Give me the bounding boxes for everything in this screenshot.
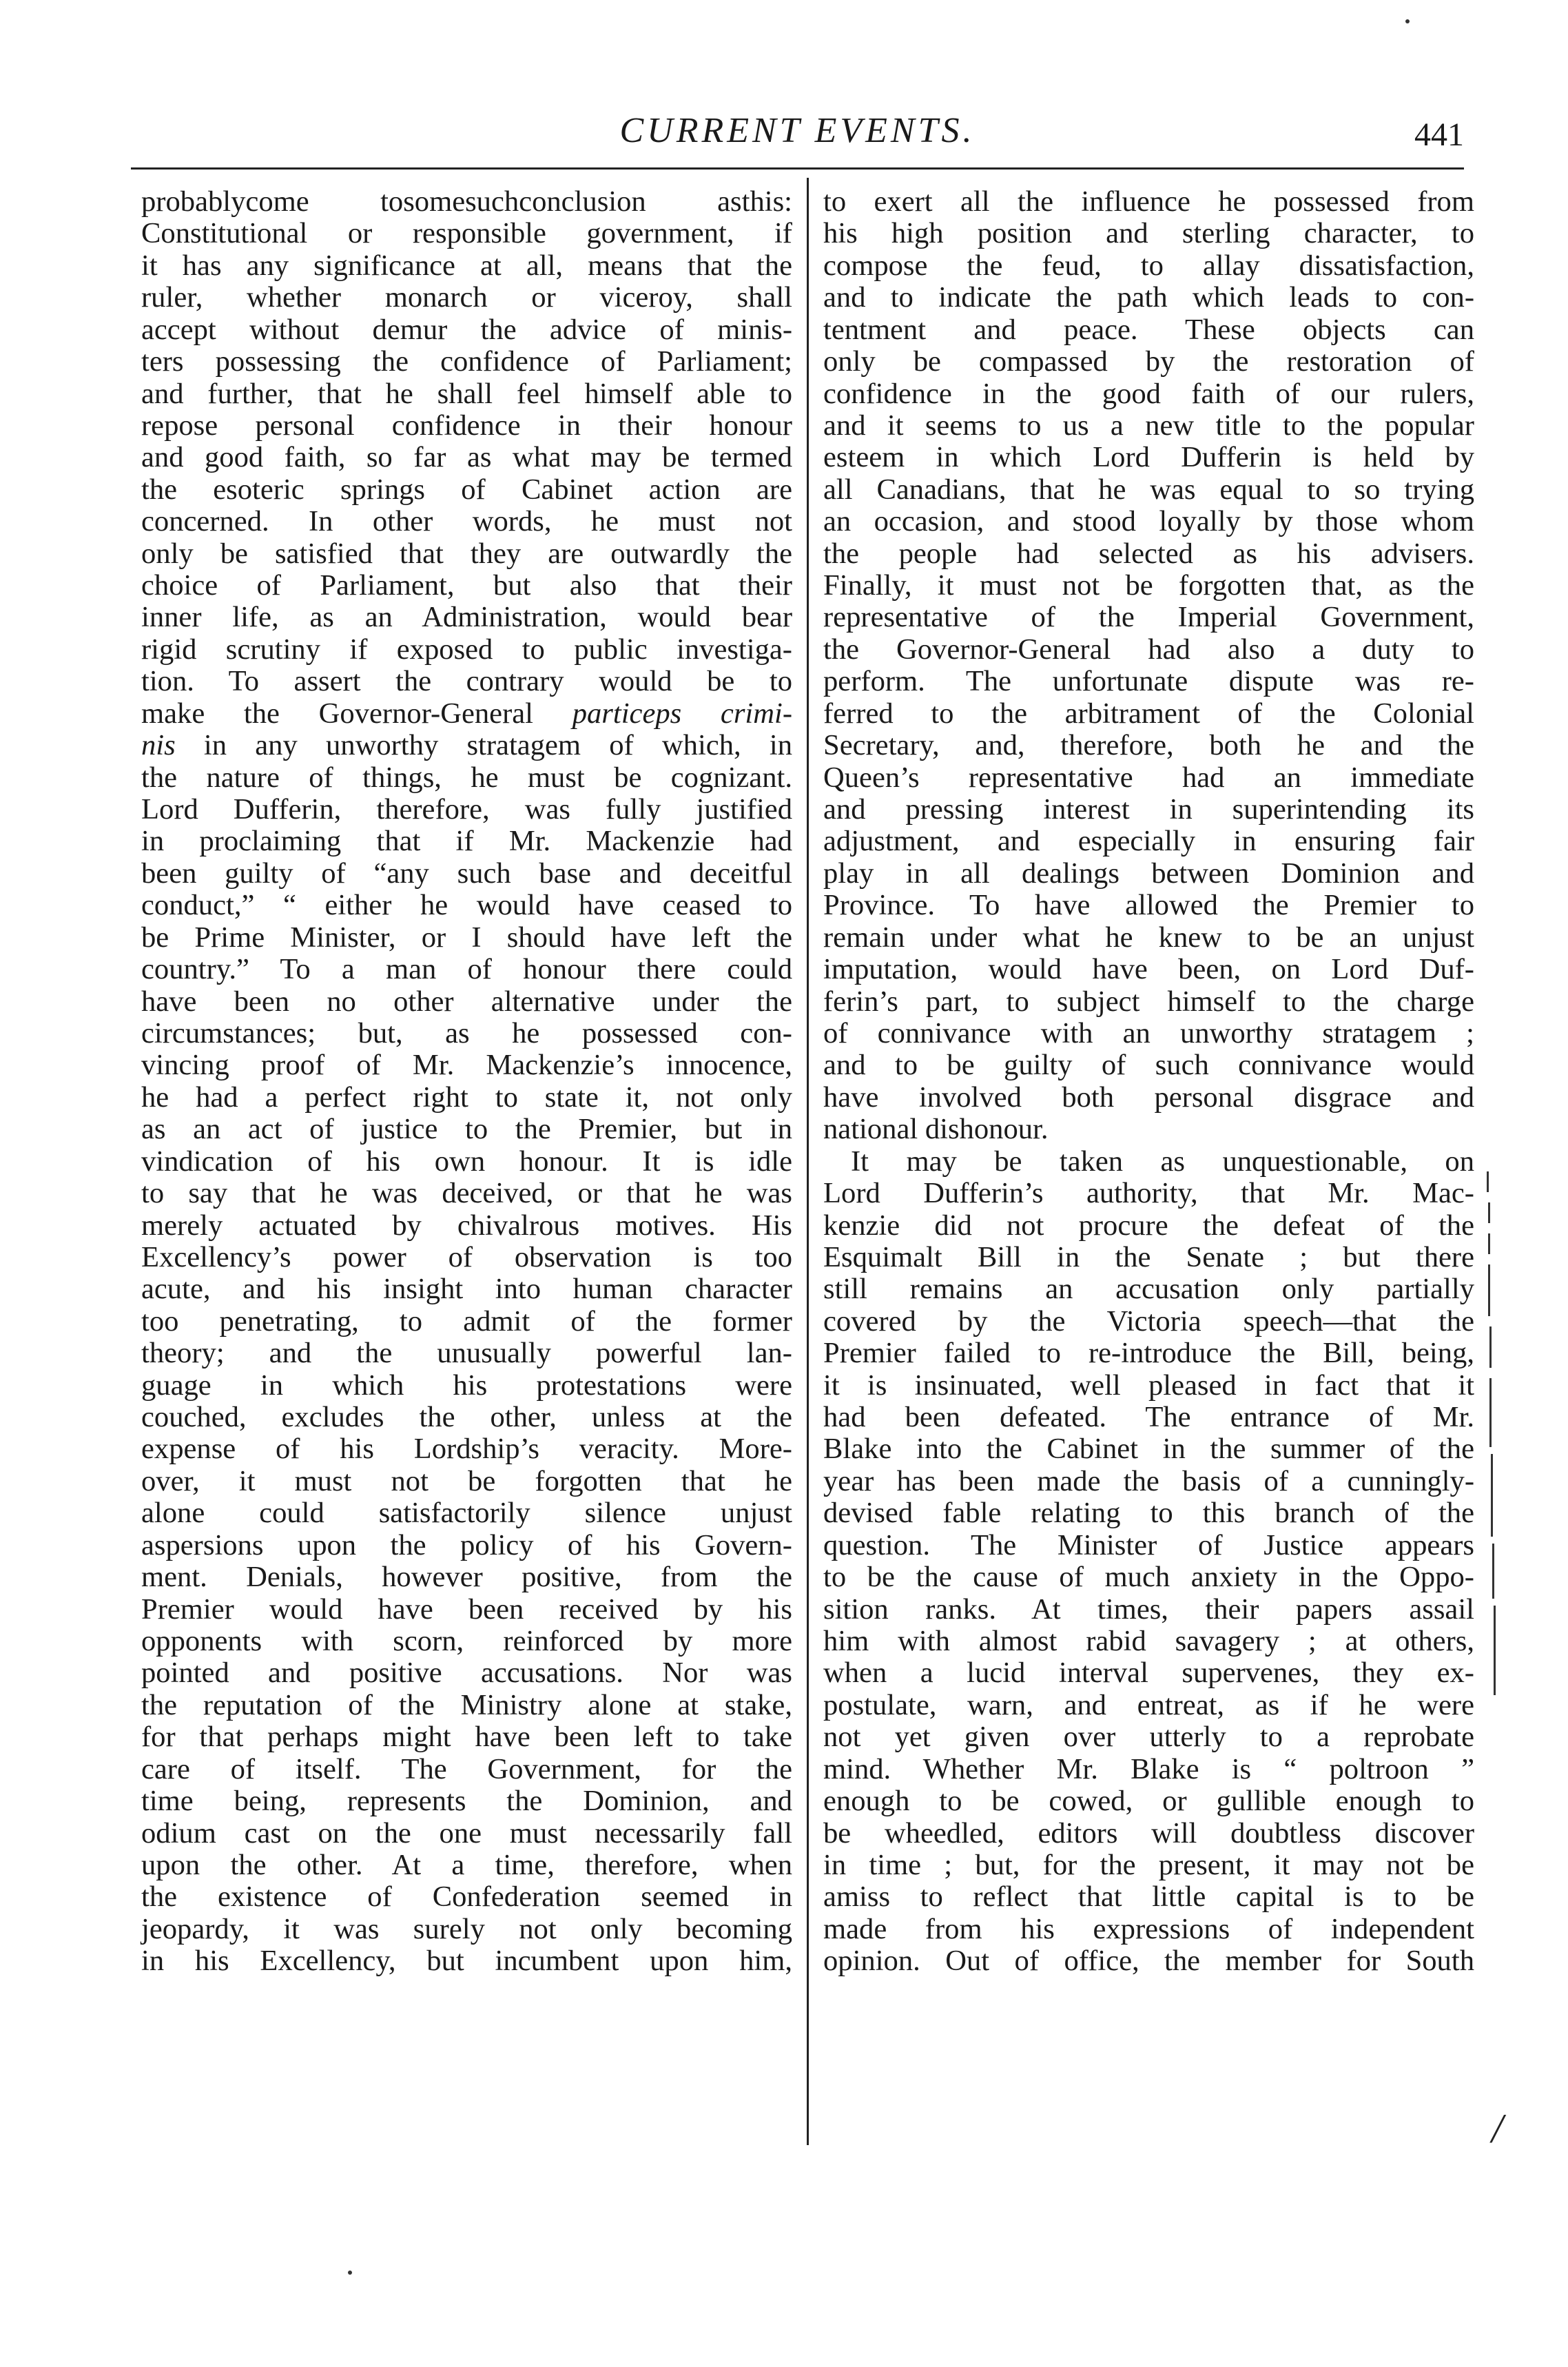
text-line: enough to be cowed, or gullible enough to: [823, 1785, 1474, 1818]
text-line: inner life, as an Administration, would bear: [141, 601, 792, 634]
text-line: to say that he was deceived, or that he was: [141, 1177, 792, 1210]
page-header: [131, 103, 1464, 165]
text-line: tion. To assert the contrary would be to: [141, 665, 792, 698]
text-line: make the Governor-General particeps crimi-: [141, 697, 793, 730]
text-line: sition ranks. At times, their papers assail: [823, 1592, 1474, 1626]
text-line: year has been made the basis of a cunningly-: [823, 1464, 1474, 1497]
text-line: couched, excludes the other, unless at the: [141, 1401, 792, 1434]
text-line: Lord Dufferin’s authority, that Mr. Mac-: [823, 1177, 1474, 1210]
text-line: probablycome tosomesuchconclusion asthis:: [141, 185, 792, 218]
text-line: aspersions upon the policy of his Govern-: [141, 1528, 792, 1561]
text-line: upon the other. At a time, therefore, when: [141, 1848, 792, 1881]
text-line: postulate, warn, and entreat, as if he were: [823, 1688, 1474, 1721]
text-line: and good faith, so far as what may be termed: [141, 441, 792, 474]
text-line: vincing proof of Mr. Mackenzie’s innocence,: [141, 1049, 792, 1082]
text-line: in proclaiming that if Mr. Mackenzie had: [141, 825, 792, 858]
text-line: ferred to the arbitrament of the Colonial: [823, 697, 1474, 730]
text-line: it has any significance at all, means that the: [141, 249, 792, 282]
column-divider: [807, 178, 809, 2145]
text-line: Premier failed to re-introduce the Bill, being,: [823, 1337, 1474, 1370]
text-line: only be satisfied that they are outwardly the: [141, 537, 792, 570]
text-line: his high position and sterling character, to: [823, 217, 1474, 250]
text-line: alone could satisfactorily silence unjust: [141, 1497, 792, 1530]
text-line: the reputation of the Ministry alone at stake,: [141, 1688, 792, 1721]
text-line: and to be guilty of such connivance would: [823, 1049, 1474, 1082]
text-line: nis in any unworthy stratagem of which, in: [141, 729, 792, 762]
text-line: theory; and the unusually powerful lan-: [141, 1337, 792, 1370]
text-line: odium cast on the one must necessarily fall: [141, 1816, 792, 1849]
text-line: opinion. Out of office, the member for South: [823, 1945, 1474, 1978]
ink-speck: [348, 2271, 352, 2275]
text-line: pointed and positive accusations. Nor was: [141, 1657, 792, 1690]
text-line: the Governor-General had also a duty to: [823, 633, 1474, 666]
text-line: it is insinuated, well pleased in fact that it: [823, 1369, 1474, 1402]
text-line: national dishonour.: [823, 1113, 1049, 1146]
text-line: Esquimalt Bill in the Senate ; but there: [823, 1240, 1474, 1273]
text-line: merely actuated by chivalrous motives. His: [141, 1209, 792, 1242]
text-line: when a lucid interval supervenes, they ex-: [823, 1657, 1474, 1690]
text-line: the existence of Confederation seemed in: [141, 1881, 792, 1914]
text-line: only be compassed by the restoration of: [823, 345, 1474, 378]
margin-mark: [1487, 1171, 1489, 1192]
text-line: as an act of justice to the Premier, but in: [141, 1113, 792, 1146]
ink-speck: [1405, 19, 1410, 23]
left-column: [141, 186, 792, 1978]
text-line: amiss to reflect that little capital is to be: [823, 1881, 1474, 1914]
text-line: and further, that he shall feel himself able to: [141, 377, 792, 410]
text-line: acute, and his insight into human character: [141, 1273, 792, 1306]
margin-slash-mark: /: [1492, 2106, 1503, 2151]
text-line: not yet given over utterly to a reprobate: [823, 1721, 1474, 1754]
text-line: Excellency’s power of observation is too: [141, 1240, 792, 1273]
text-line: esteem in which Lord Dufferin is held by: [823, 441, 1474, 474]
text-line: care of itself. The Government, for the: [141, 1752, 792, 1785]
text-line: devised fable relating to this branch of the: [823, 1497, 1474, 1530]
text-line: and pressing interest in superintending its: [823, 793, 1474, 826]
text-line: Blake into the Cabinet in the summer of the: [823, 1433, 1474, 1466]
latin-phrase: nis: [141, 729, 176, 762]
margin-mark: [1492, 1544, 1494, 1599]
margin-mark: [1488, 1264, 1490, 1316]
text-line: and it seems to us a new title to the popular: [823, 409, 1474, 442]
text-line: made from his expressions of independent: [823, 1912, 1474, 1945]
text-line: mind. Whether Mr. Blake is “ poltroon ”: [823, 1752, 1474, 1785]
text-line: perform. The unfortunate dispute was re-: [823, 665, 1474, 698]
text-line: rigid scrutiny if exposed to public investiga-: [141, 633, 792, 666]
text-line: Constitutional or responsible government, if: [141, 217, 792, 250]
text-line: be Prime Minister, or I should have left the: [141, 921, 792, 954]
text-line: in his Excellency, but incumbent upon him,: [141, 1945, 792, 1978]
page-number: 441: [1414, 116, 1464, 153]
text-line: compose the feud, to allay dissatisfaction,: [823, 249, 1474, 282]
text-line: country.” To a man of honour there could: [141, 953, 792, 986]
text-line: in time ; but, for the present, it may not be: [823, 1848, 1474, 1881]
text-line: been guilty of “any such base and deceitful: [141, 857, 792, 890]
text-line: have involved both personal disgrace and: [823, 1080, 1474, 1114]
text-line: the people had selected as his advisers.: [823, 537, 1474, 570]
text-line: repose personal confidence in their honour: [141, 409, 792, 442]
text-line: It may be taken as unquestionable, on: [851, 1145, 1474, 1178]
text-line: Queen’s representative had an immediate: [823, 761, 1474, 794]
text-line: ruler, whether monarch or viceroy, shall: [141, 281, 792, 314]
text-line: covered by the Victoria speech—that the: [823, 1304, 1474, 1338]
margin-mark: [1489, 1378, 1492, 1447]
text-line: Finally, it must not be forgotten that, as the: [823, 569, 1474, 602]
margin-mark: [1488, 1233, 1490, 1254]
text-line: ters possessing the confidence of Parliament;: [141, 345, 792, 378]
text-line: for that perhaps might have been left to take: [141, 1721, 792, 1754]
text-line: Province. To have allowed the Premier to: [823, 889, 1474, 922]
text-line: circumstances; but, as he possessed con-: [141, 1016, 792, 1049]
text-line: confidence in the good faith of our rulers,: [823, 377, 1474, 410]
text-line: Lord Dufferin, therefore, was fully justified: [141, 793, 792, 826]
text-line: tentment and peace. These objects can: [823, 313, 1474, 346]
text-line: imputation, would have been, on Lord Duf-: [823, 953, 1474, 986]
text-line: to be the cause of much anxiety in the Oppo-: [823, 1561, 1474, 1594]
text-line: an occasion, and stood loyally by those whom: [823, 505, 1474, 538]
text-line: remain under what he knew to be an unjust: [823, 921, 1474, 954]
text-line: adjustment, and especially in ensuring fair: [823, 825, 1474, 858]
text-line: vindication of his own honour. It is idle: [141, 1145, 792, 1178]
text-line: still remains an accusation only partially: [823, 1273, 1474, 1306]
text-line: all Canadians, that he was equal to so trying: [823, 473, 1474, 506]
text-line: play in all dealings between Dominion and: [823, 857, 1474, 890]
text-line: concerned. In other words, he must not: [141, 505, 792, 538]
text-line: jeopardy, it was surely not only becoming: [141, 1912, 792, 1945]
text-line: choice of Parliament, but also that their: [141, 569, 792, 602]
header-rule: [131, 167, 1464, 170]
text-line: time being, represents the Dominion, and: [141, 1785, 792, 1818]
text-line: the esoteric springs of Cabinet action are: [141, 473, 792, 506]
margin-mark: [1489, 1326, 1492, 1368]
margin-mark: [1491, 1454, 1493, 1537]
text-line: expense of his Lordship’s veracity. More-: [141, 1433, 792, 1466]
text-line: conduct,” “ either he would have ceased to: [141, 889, 792, 922]
text-line: ment. Denials, however positive, from the: [141, 1561, 792, 1594]
text-line: Secretary, and, therefore, both he and the: [823, 729, 1474, 762]
text-line: him with almost rabid savagery ; at others,: [823, 1624, 1474, 1657]
margin-mark: [1494, 1606, 1496, 1695]
text-line: the nature of things, he must be cognizant.: [141, 761, 792, 794]
latin-phrase: particeps crimi-: [572, 697, 793, 730]
text-line: question. The Minister of Justice appears: [823, 1528, 1474, 1561]
text-line: accept without demur the advice of minis-: [141, 313, 792, 346]
text-line: be wheedled, editors will doubtless discover: [823, 1816, 1474, 1849]
text-line: guage in which his protestations were: [141, 1369, 792, 1402]
text-line: have been no other alternative under the: [141, 985, 792, 1018]
text-line: of connivance with an unworthy stratagem ;: [823, 1016, 1474, 1049]
text-line: to exert all the influence he possessed from: [823, 185, 1474, 218]
margin-mark: [1488, 1202, 1490, 1223]
text-line: too penetrating, to admit of the former: [141, 1304, 792, 1338]
text-line: had been defeated. The entrance of Mr.: [823, 1401, 1474, 1434]
text-line: Premier would have been received by his: [141, 1592, 792, 1626]
text-line: representative of the Imperial Government,: [823, 601, 1474, 634]
text-line: ferin’s part, to subject himself to the charge: [823, 985, 1474, 1018]
running-head: CURRENT EVENTS.: [619, 111, 976, 150]
text-line: he had a perfect right to state it, not only: [141, 1080, 792, 1114]
text-line: and to indicate the path which leads to con-: [823, 281, 1474, 314]
right-column: [823, 186, 1474, 1978]
text-line: opponents with scorn, reinforced by more: [141, 1624, 792, 1657]
text-line: kenzie did not procure the defeat of the: [823, 1209, 1474, 1242]
text-line: over, it must not be forgotten that he: [141, 1464, 792, 1497]
